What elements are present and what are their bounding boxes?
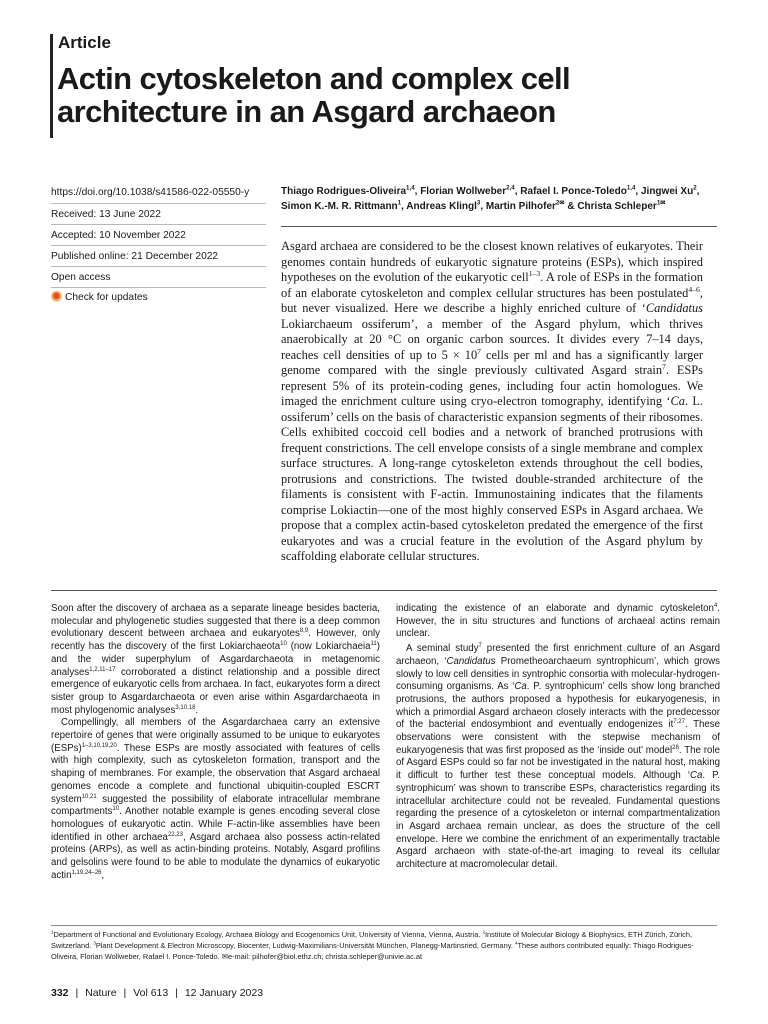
check-for-updates-button[interactable] bbox=[51, 291, 148, 304]
body-text: . These ESPs are mostly associated with features of cells with high complexity, such as cytoskeleton formation, transport and the shaping of membranes. For example, the observation that Asgard archaeal genomes encode a complete and functional ubiquitin-coupled ESCRT system bbox=[51, 742, 380, 805]
body-text: Compellingly, all members of the Asgardarchaea carry an extensive repertoire of genes that were originally assumed to be unique to eukaryotes (ESPs) bbox=[51, 717, 380, 754]
abstract-divider bbox=[51, 590, 717, 591]
author-line-1 bbox=[281, 184, 721, 199]
meta-divider bbox=[51, 203, 266, 204]
issue-date: 12 January 2023 bbox=[184, 987, 264, 999]
citation: 1,2,11–17 bbox=[89, 666, 116, 673]
journal-name: Nature bbox=[85, 987, 117, 999]
author-name: , Rafael I. Ponce-Toledo bbox=[514, 186, 627, 197]
check-for-updates-label: Check for updates bbox=[65, 292, 148, 303]
author-separator: , bbox=[696, 186, 700, 197]
citation: 7 bbox=[478, 642, 482, 649]
meta-divider bbox=[51, 245, 266, 246]
abstract-text: . ESPs represent 5% of its protein-coding genes, including four actin homologues. We imaged the enrichment culture using cryo-electron tomography, identifying ‘ bbox=[281, 363, 703, 408]
footnote-marker: 1 bbox=[51, 929, 54, 935]
meta-divider bbox=[51, 224, 266, 225]
author-name: & Christa Schleper bbox=[564, 201, 657, 212]
citation: 4 bbox=[713, 602, 718, 609]
body-text: indicating the existence of an elaborate and dynamic cytoskeleton bbox=[396, 603, 714, 614]
body-text: . These observations were consistent with the stepwise mechanism of eukaryogenesis that was first proposed as the ‘inside out’ model bbox=[396, 719, 720, 756]
footnote-divider bbox=[51, 925, 717, 926]
citation: 4–6 bbox=[688, 284, 700, 294]
meta-divider bbox=[51, 287, 266, 288]
citation: 1,19,24–26 bbox=[71, 869, 102, 876]
citation: 7,27 bbox=[673, 719, 685, 726]
author-affiliation: 1 bbox=[397, 199, 402, 207]
body-text: . Another notable example is genes encoding several close homologues of eukaryotic actin. While F-actin-like assemblies have been identified in other archaea bbox=[51, 806, 380, 843]
citation: 10 bbox=[112, 806, 120, 813]
footnote-text: Department of Functional and Evolutionary Ecology, Archaea Biology and Ecogenomics Unit, University of Vienna, Vienna, Austria. bbox=[53, 930, 483, 939]
body-paragraph bbox=[396, 643, 720, 872]
citation: 11 bbox=[370, 640, 377, 647]
body-text: corroborated a distinct relationship and a possible direct emergence of eukaryotic cells from archaea. In fact, eukaryotes form a direct sister group to Asgardarchaeota or even arise within Asgardarchaeota in most phylogenomic analyses bbox=[51, 666, 380, 716]
author-affiliation: 2 bbox=[693, 184, 697, 192]
footer-separator: | bbox=[123, 987, 127, 999]
page-footer bbox=[51, 987, 263, 999]
body-paragraph bbox=[51, 717, 380, 882]
footnote-text: Institute of Molecular Biology & Biophysics, ETH Zürich, Zürich, Switzerland. bbox=[51, 930, 693, 950]
article-title bbox=[57, 62, 757, 128]
crossmark-icon bbox=[51, 291, 62, 302]
article-meta bbox=[51, 186, 266, 303]
body-italic: Ca bbox=[689, 770, 703, 782]
body-italic: Candidatus bbox=[446, 655, 496, 667]
author-affiliation: 3 bbox=[476, 199, 481, 207]
footer-separator: | bbox=[175, 987, 178, 999]
author-name: Thiago Rodrigues-Oliveira bbox=[281, 186, 407, 197]
citation: 10,21 bbox=[81, 793, 97, 800]
open-access-label: Open access bbox=[51, 272, 111, 283]
body-text: A seminal study bbox=[406, 643, 479, 655]
footnote-marker: 4 bbox=[514, 940, 518, 946]
body-text: . The role of Asgard ESPs could so far not be investigated in the natural host, making it difficult to further test these conceptual models. Although ‘ bbox=[396, 744, 720, 782]
body-paragraph bbox=[396, 603, 720, 641]
body-text: . P. syntrophicum’ cells show long branched protrusions, the authors proposed a hypothesis for eukaryogenesis, in which a primordial Asgard archaeon closely interacts with the predecessor of the bacterial endosymbiont and eventually endogenizes it bbox=[396, 681, 720, 731]
abstract-text: Lokiarchaeum ossiferum’, a member of the Asgard phylum, which thrives anaerobically at 20 °C on organic carbon sources. It divides every 7–14 days, reaches cell densities of up to 5 × 10 bbox=[281, 316, 703, 362]
body-column-left bbox=[51, 603, 380, 882]
body-text: presented the first enrichment culture of an Asgard archaeon, ‘ bbox=[396, 643, 720, 667]
authors-divider bbox=[281, 226, 717, 227]
author-name: , Jingwei Xu bbox=[635, 186, 694, 197]
body-text: . bbox=[195, 704, 199, 716]
exponent: 7 bbox=[477, 346, 482, 356]
body-text: . However, only recently has the discovery of the first Lokiarchaeota bbox=[51, 628, 381, 653]
abstract-text: . L. ossiferum’ cells on the basis of characteristic expansion segments of their ribosomes. Cells exhibited coccoid cell bodies and a network of branched protrusions with frequent constrictions. The cell envelope consists of a single membrane and complex surface structures. A long-range cytoskeleton extends throughout the cell bodies, protrusions and constrictions. The twisted double-stranded architecture of the filaments is consistent with F-actin. Immunostaining indicates that the filaments comprise Lokiactin—one of the most highly conserved ESPs in Asgard archaea. We propose that a complex actin-based cytoskeleton predated the emergence of the first eukaryotes and was a crucial feature in the evolution of the Asgard phylum by scaffolding elaborate cellular structures. bbox=[281, 394, 703, 563]
abstract-text: cells per ml and has a significantly larger genome compared with the single previously cultivated Asgard strain bbox=[281, 347, 703, 377]
author-list bbox=[281, 184, 721, 214]
article-title-line-1: Actin cytoskeleton and complex cell bbox=[57, 61, 571, 96]
footer-separator: | bbox=[75, 987, 79, 999]
citation: 28 bbox=[672, 744, 679, 751]
article-title-line-2: architecture in an Asgard archaeon bbox=[57, 94, 556, 129]
body-text: Soon after the discovery of archaea as a separate lineage besides bacteria, molecular and phylogenetic studies suggested that there is a deep common evolutionary descent between archaea and eukaryotes bbox=[51, 603, 380, 640]
footnote-marker: 2 bbox=[482, 929, 485, 935]
body-text: . However, the in situ structures and functions of archaeal actins remain unclear. bbox=[396, 603, 720, 640]
author-name: , Martin Pilhofer bbox=[480, 201, 556, 212]
citation: 8,9 bbox=[299, 628, 309, 635]
body-paragraph bbox=[51, 603, 380, 717]
body-text: (now Lokiarchaeia bbox=[286, 641, 371, 653]
citation: 7 bbox=[662, 361, 666, 371]
header-vertical-rule bbox=[50, 34, 53, 138]
body-italic: Ca bbox=[514, 681, 527, 693]
footnote-marker: 3 bbox=[93, 940, 96, 946]
author-affiliation: 1,4 bbox=[626, 184, 636, 192]
author-affiliation: 2✉ bbox=[555, 199, 565, 207]
citation: 3,10,18 bbox=[175, 704, 196, 711]
footnote-text: These authors contributed equally: Thiago Rodrigues-Oliveira, Florian Wollweber, Rafael I. Ponce-Toledo. bbox=[51, 941, 694, 961]
citation: 1–3 bbox=[528, 268, 541, 278]
body-column-right bbox=[396, 603, 720, 872]
body-text: Prometheoarchaeum syntrophicum’, which grows slowly to low cell densities in syntrophic consortia with molecular-hydrogen-consuming organisms. As ‘ bbox=[396, 655, 720, 693]
footnote-text: Plant Development & Electron Microscopy, Biocenter, Ludwig-Maximilians-Universität München, Planegg-Martinsried, Germany. bbox=[95, 941, 515, 950]
abstract-text: , but never visualized. Here we describe a highly enriched culture of ‘ bbox=[281, 285, 703, 315]
citation: 1–3,10,19,20 bbox=[81, 742, 117, 749]
citation: 10 bbox=[280, 640, 287, 647]
body-text: , Asgard archaea also possess actin-related proteins (ARPs), as well as actin-binding proteins. Notably, Asgard profilins and gelsolins were found to be able to modulate the dynamics of eukaryotic actin bbox=[51, 831, 381, 881]
doi-link[interactable]: https://doi.org/10.1038/s41586-022-05550-y bbox=[51, 187, 250, 198]
volume: Vol 613 bbox=[133, 987, 169, 999]
author-name: Simon K.-M. R. Rittmann bbox=[281, 201, 398, 212]
abstract-italic: Candidatus bbox=[645, 301, 703, 315]
author-affiliation: 2,4 bbox=[506, 184, 515, 192]
author-line-2 bbox=[281, 199, 721, 214]
author-name: , Andreas Klingl bbox=[401, 201, 477, 212]
accepted-date: Accepted: 10 November 2022 bbox=[51, 230, 186, 241]
body-text: suggested the possibility of elaborate intracellular membrane compartments bbox=[51, 793, 380, 818]
author-affiliation: 1✉ bbox=[656, 199, 666, 207]
author-name: , Florian Wollweber bbox=[414, 186, 507, 197]
footnote-email: e-mail: pilhofer@biol.ethz.ch; christa.schleper@univie.ac.at bbox=[227, 952, 423, 961]
body-text: ) and the wider superphylum of Asgardarchaeota in metagenomic analyses bbox=[51, 641, 380, 678]
body-text: . P. syntrophicum’ was shown to transcribe ESPs, characteristics regarding its intracellular architecture could not be revealed. Fundamental questions regarding the presence of a cytoskeleton or internal compartmentalization in Asgard archaea remain unclear, as does the structure of the cell envelope. Here we combine the enrichment of an experimentally tractable Asgard archaeon with state-of-the-art imaging to reveal its cellular architecture at macromolecular detail. bbox=[396, 770, 720, 871]
abstract-text: . A role of ESPs in the formation of an elaborate cytoskeleton and complex cellular structures has been postulated bbox=[281, 270, 703, 300]
article-type-label: Article bbox=[58, 33, 111, 52]
published-date: Published online: 21 December 2022 bbox=[51, 251, 219, 262]
received-date: Received: 13 June 2022 bbox=[51, 209, 161, 220]
page-number: 332 bbox=[51, 987, 69, 999]
author-affiliation: 1,4 bbox=[406, 184, 415, 192]
body-text: , bbox=[101, 869, 105, 881]
envelope-icon: ✉ bbox=[221, 952, 228, 961]
affiliations-footnote bbox=[51, 929, 719, 962]
citation: 22,23 bbox=[167, 831, 183, 838]
abstract-italic: Ca bbox=[670, 394, 685, 408]
abstract-text: Asgard archaea are considered to be the closest known relatives of eukaryotes. Their genomes contain hundreds of eukaryotic signature proteins (ESPs), which inspired hypotheses on the evolution of the eukaryotic cell bbox=[281, 239, 703, 284]
meta-divider bbox=[51, 266, 266, 267]
abstract bbox=[281, 239, 703, 565]
